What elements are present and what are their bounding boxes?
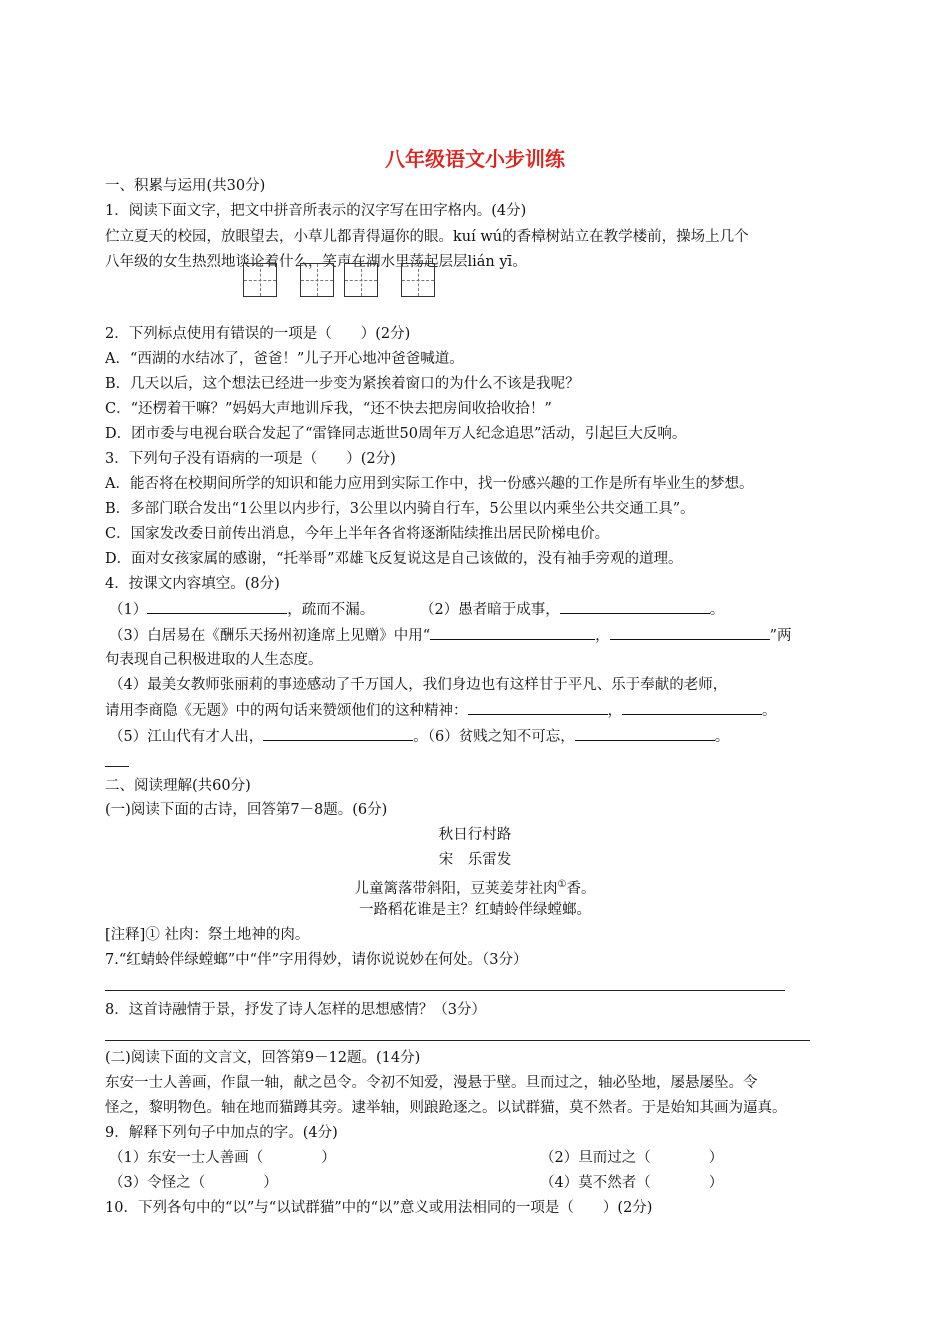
q1-prompt: 1．阅读下面文字，把文中拼音所表示的汉字写在田字格内。(4分) [105, 203, 527, 219]
q4-item5-text: （5）江山代有才人出， [109, 729, 264, 745]
q7-prompt: 7.“红蜻蛉伴绿螳螂”中“伴”字用得妙，请你说说妙在何处。（3分） [105, 952, 528, 968]
q9-item-3: （3）令怪之（ ） [109, 1175, 278, 1191]
poem-note-mark: ① [557, 879, 567, 890]
q4-item4-end: 。 [762, 703, 777, 719]
q4-blank-5[interactable] [468, 700, 608, 715]
q4-item1-label: （1） [109, 602, 148, 618]
q4-item4-sep: ， [607, 703, 622, 719]
q3-option-d: D．面对女孩家属的感谢，“托举哥”邓雄飞反复说这是自己该做的，没有袖手旁观的道理。 [105, 551, 683, 567]
q1-text-line1: 伫立夏天的校园，放眼望去，小草儿都青得逼你的眼。kuí wú的香樟树站立在教学楼前，操场上几个 [105, 229, 749, 245]
q4-blank-1[interactable] [147, 599, 287, 614]
q10-prompt: 10．下列各句中的“以”与“以试群猫”中的“以”意义或用法相同的一项是（ ）(2分) [105, 1200, 653, 1216]
section1-heading: 一、积累与运用(共30分) [105, 178, 266, 194]
q8-answer-line[interactable] [105, 1040, 810, 1041]
poem-author: 宋 乐雷发 [438, 852, 512, 868]
q4-line1 [109, 599, 374, 620]
part1-intro: (一)阅读下面的古诗，回答第7－8题。(6分) [105, 802, 388, 818]
q4-line6 [109, 726, 729, 747]
classical-text-line2: 怪之，黎明物色。轴在地而猫蹲其旁。逮举轴，则踉跄逐之。以试群猫，莫不然者。于是始知其画为逼真。 [105, 1100, 787, 1116]
q4-line3: 句表现自己积极进取的人生态度。 [105, 652, 323, 668]
q4-line1-right [420, 599, 724, 620]
q3-option-a: A．能否将在校期间所学的知识和能力应用到实际工作中，找一份感兴趣的工作是所有毕业生的梦想。 [105, 476, 754, 492]
q3-option-c: C．国家发改委日前传出消息，今年上半年各省将逐渐陆续推出居民阶梯电价。 [105, 526, 610, 542]
q7-answer-line[interactable] [105, 990, 785, 991]
q4-item2-text: （2）愚者暗于成事， [420, 602, 560, 618]
poem-title: 秋日行村路 [438, 827, 512, 843]
q4-item4-text: 请用李商隐《无题》中的两句话来赞颂他们的这种精神： [105, 703, 468, 719]
q2-option-b: B．几天以后，这个想法已经进一步变为紧挨着窗口的为什么不该是我呢？ [105, 376, 580, 392]
q2-option-d: D．团市委与电视台联合发起了“雷锋同志逝世50周年万人纪念追思”活动，引起巨大反响。 [105, 426, 687, 442]
part2-intro: (二)阅读下面的文言文，回答第9－12题。(14分) [105, 1050, 421, 1066]
q3-prompt: 3．下列句子没有语病的一项是（ ）(2分) [105, 451, 396, 467]
q4-item3-end: ”两 [769, 628, 792, 644]
q2-prompt: 2．下列标点使用有错误的一项是（ ）(2分) [105, 326, 411, 342]
q1-text-line2: 八年级的女生热烈地谈论着什么，笑声在湖水里荡起层层lián yī。 [105, 254, 527, 270]
tianzige-box-4[interactable] [401, 263, 435, 297]
tianzige-box-2[interactable] [300, 263, 334, 297]
poem-line-1-a: 儿童篱落带斜阳，豆荚姜芽社肉 [354, 880, 558, 897]
poem-line-1-b: 香。 [566, 880, 596, 897]
q4-item1-text: ，疏而不漏。 [287, 602, 375, 618]
q2-option-a: A．“西湖的水结冰了，爸爸！”儿子开心地冲爸爸喊道。 [105, 351, 464, 367]
q2-option-c: C．“还楞着干嘛？”妈妈大声地训斥我，“还不快去把房间收拾收拾！” [105, 401, 552, 417]
q4-blank-6[interactable] [622, 700, 762, 715]
q4-line5 [105, 700, 777, 721]
q9-item-1: （1）东安一士人善画（ ） [109, 1150, 336, 1166]
poem-line-1 [0, 875, 950, 899]
q4-item6-text: 。（6）贫贱之知不可忘， [413, 729, 575, 745]
q4-blank-8[interactable] [575, 726, 715, 741]
tianzige-box-1[interactable] [243, 263, 277, 297]
q4-blank-4[interactable] [610, 625, 770, 640]
q4-prompt: 4．按课文内容填空。(8分) [105, 576, 280, 592]
q9-item-2: （2）旦而过之（ ） [540, 1150, 724, 1166]
classical-text-line1: 东安一士人善画，作鼠一轴，献之邑令。令初不知爱，漫悬于壁。旦而过之，轴必坠地，屡悬屡坠。令 [105, 1075, 758, 1091]
q4-item6-end: 。 [714, 729, 730, 745]
q4-blank-3[interactable] [430, 625, 595, 640]
poem-note: [注释]① 社肉：祭土地神的肉。 [105, 927, 310, 943]
tianzige-box-3[interactable] [344, 263, 378, 297]
stray-rule [105, 766, 129, 767]
q8-prompt: 8．这首诗融情于景，抒发了诗人怎样的思想感情？（3分） [105, 1002, 486, 1018]
q4-blank-7[interactable] [263, 726, 413, 741]
q9-item-4: （4）莫不然者（ ） [540, 1175, 724, 1191]
q3-option-b: B．多部门联合发出“1公里以内步行，3公里以内骑自行车，5公里以内乘坐公共交通工具”。 [105, 501, 695, 517]
q4-item3-text: （3）白居易在《酬乐天扬州初逢席上见赠》中用“ [109, 628, 431, 644]
q4-line4: （4）最美女教师张丽莉的事迹感动了千万国人，我们身边也有这样甘于平凡、乐于奉献的老师， [109, 677, 728, 693]
q9-prompt: 9．解释下列句子中加点的字。(4分) [105, 1125, 338, 1141]
section2-heading: 二、阅读理解(共60分) [105, 778, 251, 794]
poem-line-2: 一路稻花谁是主？红蜻蛉伴绿螳螂。 [359, 902, 591, 918]
q4-item2-end: 。 [709, 602, 725, 618]
q4-line2 [109, 625, 792, 646]
q4-item3-sep: ， [595, 628, 610, 644]
page-title: 八年级语文小步训练 [385, 147, 565, 171]
q4-blank-2[interactable] [560, 599, 710, 614]
